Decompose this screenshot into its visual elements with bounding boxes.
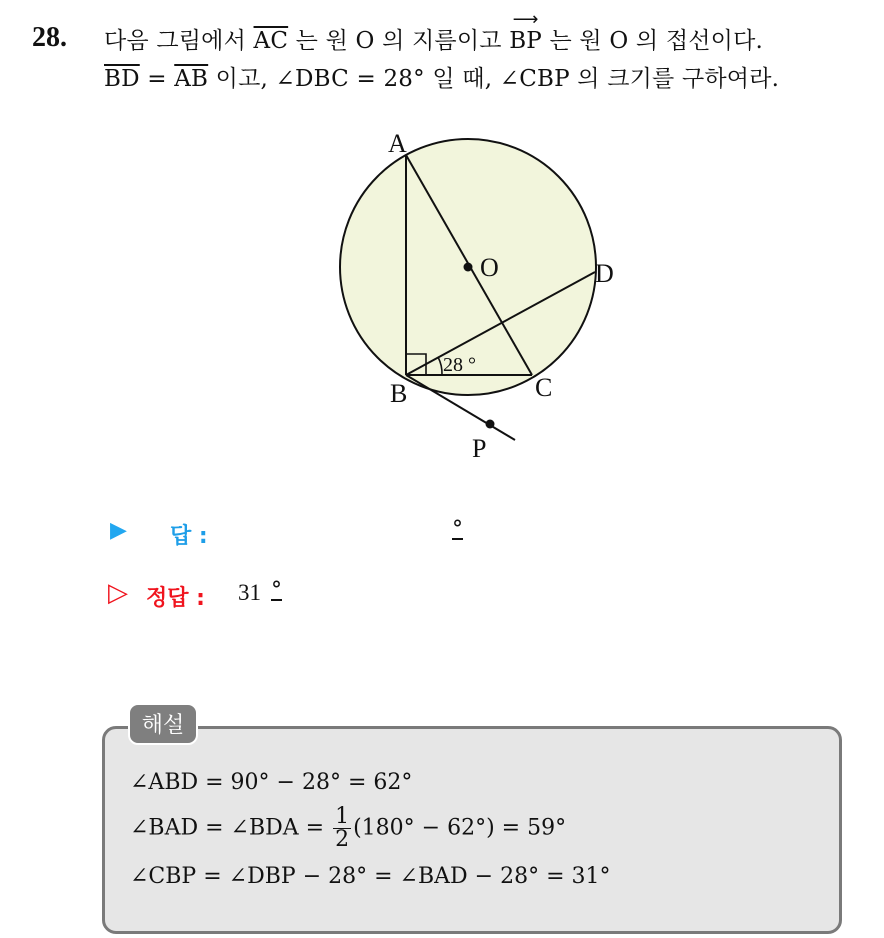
solution-line-2 bbox=[130, 806, 566, 851]
question-line-1 bbox=[104, 22, 763, 55]
question-line-2 bbox=[104, 60, 779, 93]
solution-line-3: ∠CBP = ∠DBP − 28° = ∠BAD − 28° = 31° bbox=[130, 864, 611, 889]
question-number: 28. bbox=[32, 22, 67, 53]
question-text: 다음 그림에서 bbox=[104, 28, 254, 54]
arc-ab: $\overline{AB}$ bbox=[174, 66, 209, 92]
angle-label-28: 28 ° bbox=[443, 354, 476, 376]
geometry-figure bbox=[330, 120, 630, 470]
ray-bp: ⟶ BP bbox=[509, 28, 542, 54]
arc-bd: $\overline{BD}$ bbox=[104, 66, 140, 92]
answer-arrow-icon: ▶ bbox=[110, 518, 127, 543]
solution-line-2-prefix: ∠BAD = ∠BDA = bbox=[130, 815, 332, 841]
question-text: 는 원 O 의 지름이고 bbox=[288, 28, 510, 54]
label-b: B bbox=[390, 379, 408, 408]
solution-tab: 해설 bbox=[128, 703, 198, 745]
answer-degree: ° bbox=[452, 517, 463, 542]
label-o: O bbox=[480, 253, 499, 282]
correct-degree: ° bbox=[271, 578, 282, 603]
question-text: = bbox=[139, 66, 175, 92]
question-text: 는 원 O 의 접선이다. bbox=[541, 28, 764, 54]
point-p-dot bbox=[486, 420, 495, 429]
solution-line-1: ∠ABD = 90° − 28° = 62° bbox=[130, 770, 413, 795]
label-c: C bbox=[535, 373, 553, 402]
correct-value: 31 bbox=[238, 580, 261, 605]
solution-line-2-suffix: (180° − 62°) = 59° bbox=[353, 815, 567, 841]
label-p: P bbox=[472, 434, 487, 463]
answer-label: 답 : bbox=[170, 524, 208, 549]
question-text: 이고, ∠DBC = 28° 일 때, ∠CBP 의 크기를 구하여라. bbox=[208, 66, 780, 92]
fraction-numerator: 1 bbox=[335, 804, 350, 829]
correct-arrow-icon: ▷ bbox=[108, 578, 128, 608]
label-d: D bbox=[595, 259, 614, 288]
correct-label: 정답 : bbox=[146, 586, 205, 611]
fraction-denominator: 2 bbox=[335, 827, 350, 852]
center-point-o bbox=[464, 263, 473, 272]
fraction-half bbox=[333, 806, 351, 851]
label-a: A bbox=[388, 129, 407, 158]
segment-ac: $\overline{AC}$ bbox=[253, 28, 289, 54]
